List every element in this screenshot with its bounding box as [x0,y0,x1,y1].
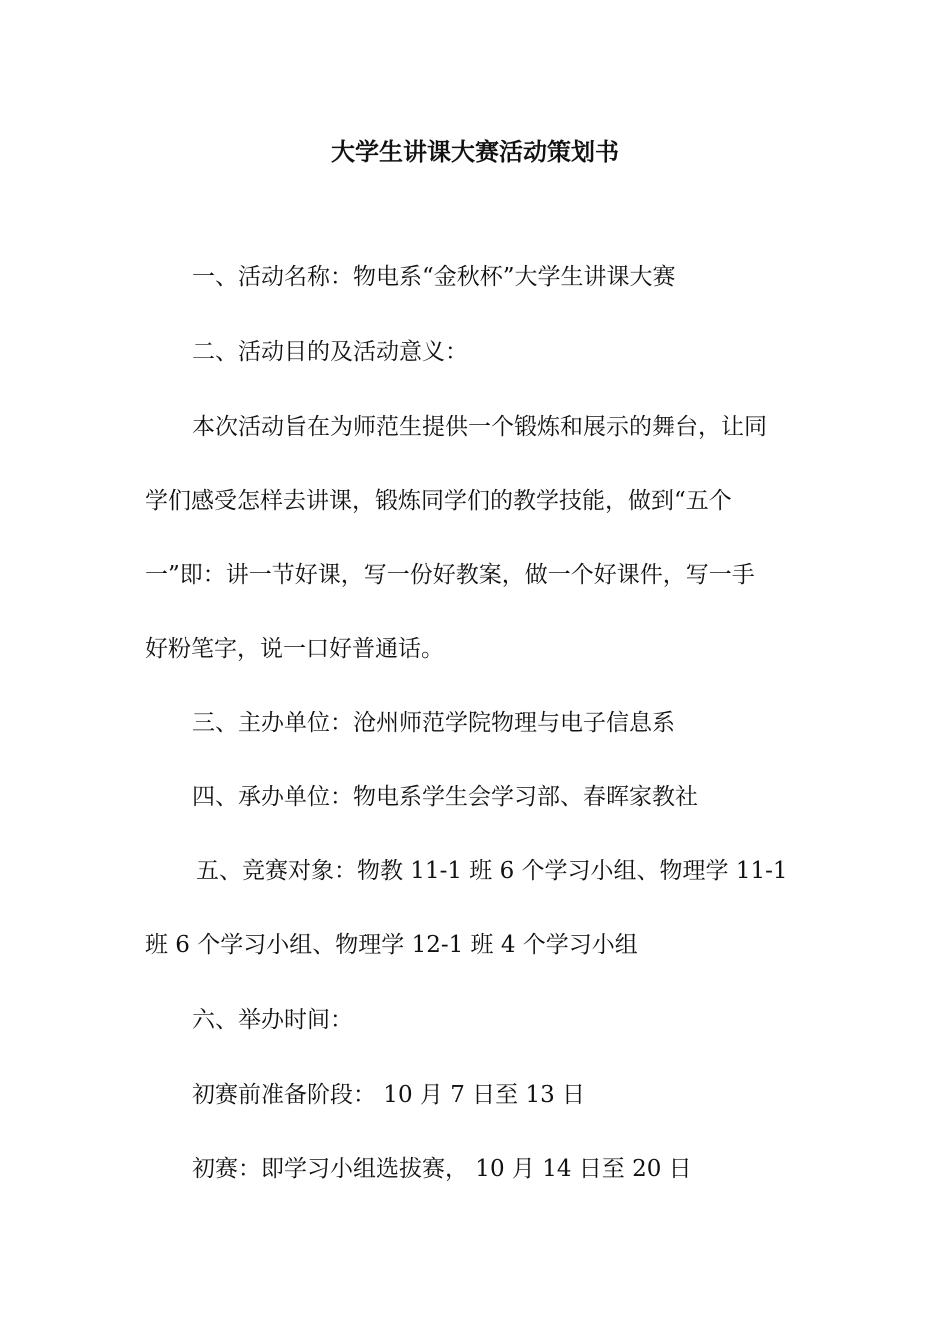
schedule-preparation: 初赛前准备阶段： 10 月 7 日至 13 日 [192,1082,586,1108]
paragraph-line: 班 6 个学习小组、物理学 12-1 班 4 个学习小组 [145,932,638,958]
paragraph-line: 好粉笔字，说一口好普通话。 [145,636,444,662]
paragraph-line: 一”即：讲一节好课，写一份好教案，做一个好课件，写一手 [145,562,755,588]
paragraph-line: 本次活动旨在为师范生提供一个锻炼和展示的舞台，让同 [192,414,767,440]
document-title: 大学生讲课大赛活动策划书 [331,137,619,166]
section-3-organizer: 三、主办单位：沧州师范学院物理与电子信息系 [192,710,675,736]
paragraph-line: 学们感受怎样去讲课，锻炼同学们的教学技能，做到“五个 [145,488,732,514]
section-1-activity-name: 一、活动名称：物电系“金秋杯”大学生讲课大赛 [192,264,676,290]
section-6-schedule-heading: 六、举办时间： [192,1007,353,1033]
section-5-participants: 五、竞赛对象：物教 11-1 班 6 个学习小组、物理学 11-1 [196,858,788,884]
section-2-heading: 二、活动目的及活动意义： [192,339,468,365]
schedule-preliminary: 初赛：即学习小组选拔赛， 10 月 14 日至 20 日 [192,1156,692,1182]
section-4-co-organizer: 四、承办单位：物电系学生会学习部、春晖家教社 [192,784,698,810]
